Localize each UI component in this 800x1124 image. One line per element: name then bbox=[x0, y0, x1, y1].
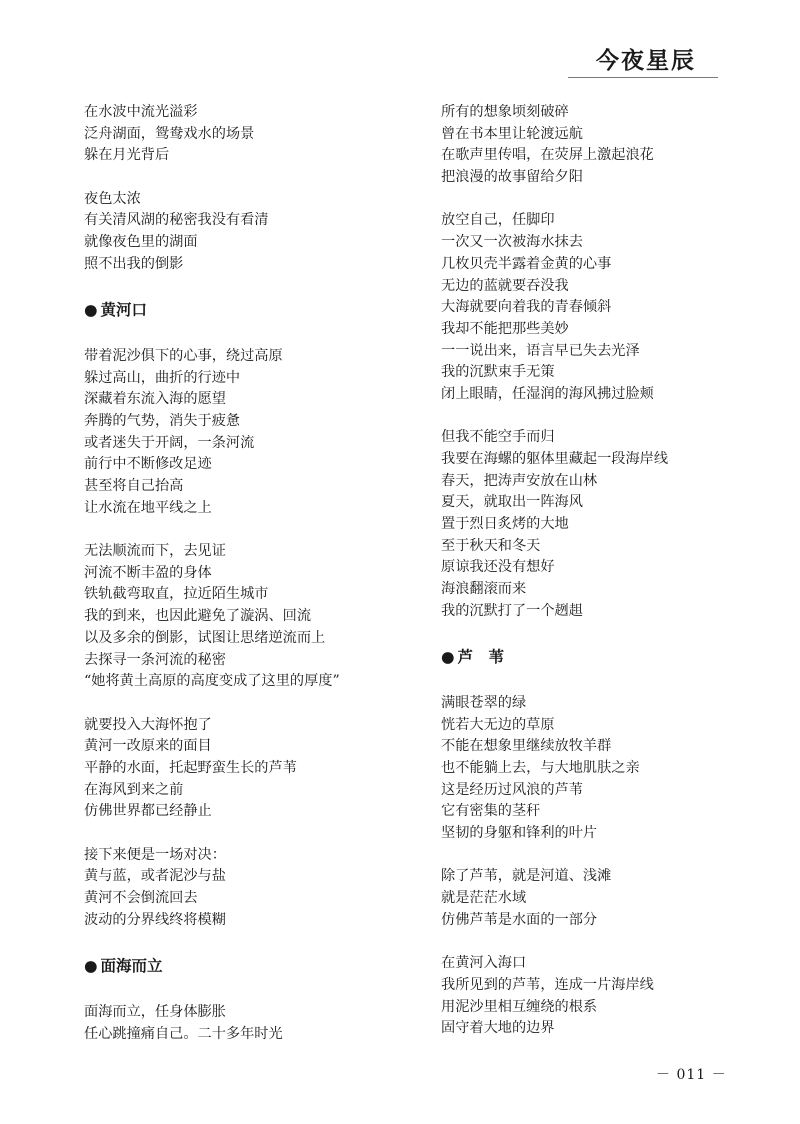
poem-line: 河流不断丰盈的身体 bbox=[84, 564, 212, 581]
poem-line: 原谅我还没有想好 bbox=[441, 559, 555, 576]
stanza-gap bbox=[441, 623, 771, 645]
stanza bbox=[84, 102, 414, 167]
stanza-gap bbox=[84, 519, 414, 541]
stanza bbox=[84, 189, 414, 276]
poem-line: 接下来便是一场对决： bbox=[84, 846, 226, 863]
stanza-gap bbox=[441, 931, 771, 953]
stanza bbox=[441, 210, 771, 405]
poem-line: 面海而立，任身体膨胀 bbox=[84, 1003, 226, 1020]
section-heading-mianhaierli bbox=[84, 953, 414, 980]
poem-line: 在黄河入海口 bbox=[441, 955, 527, 972]
poem-line: 满眼苍翠的绿 bbox=[441, 694, 527, 711]
bullet-icon: ● bbox=[84, 301, 98, 320]
poem-line: 让水流在地平线之上 bbox=[84, 499, 212, 516]
poem-line: 坚韧的身躯和锋利的叶片 bbox=[441, 825, 598, 841]
poem-line: 但我不能空手而归 bbox=[441, 429, 555, 446]
poem-line: 恍若大无边的草原 bbox=[441, 716, 555, 733]
poem-line: 夜色太浓 bbox=[84, 190, 141, 207]
poem-line: 仿佛世界都已经静止 bbox=[84, 803, 212, 820]
stanza bbox=[441, 866, 771, 931]
stanza bbox=[84, 346, 414, 520]
header-divider bbox=[568, 77, 718, 78]
poem-line: 除了芦苇，就是河道、浅滩 bbox=[441, 868, 612, 885]
section-heading-huanghekou bbox=[84, 297, 414, 324]
poem-line: 夏天，就取出一阵海风 bbox=[441, 494, 583, 511]
poem-line: 在海风到来之前 bbox=[84, 781, 184, 798]
stanza-gap bbox=[84, 167, 414, 189]
poem-line: 去探寻一条河流的秘密 bbox=[84, 651, 226, 668]
stanza-gap bbox=[441, 845, 771, 867]
poem-line: 一一说出来，语言早已失去光泽 bbox=[441, 342, 640, 359]
stanza bbox=[84, 845, 414, 932]
poem-line: 躲在月光背后 bbox=[84, 147, 170, 164]
poem-line: 仿佛芦苇是水面的一部分 bbox=[441, 911, 598, 928]
poem-line: 黄河不会倒流回去 bbox=[84, 890, 198, 907]
poem-line: 这是经历过风浪的芦苇 bbox=[441, 781, 583, 798]
poem-line: 任心跳撞痛自己。二十多年时光 bbox=[84, 1025, 283, 1042]
poem-line: 固守着大地的边界 bbox=[441, 1020, 555, 1037]
stanza-gap bbox=[84, 980, 414, 1002]
poem-line: 春天，把涛声安放在山林 bbox=[441, 472, 598, 489]
poem-line: 在水波中流光溢彩 bbox=[84, 104, 198, 120]
poem-line: 平静的水面，托起野蛮生长的芦苇 bbox=[84, 759, 297, 776]
bullet-icon: ● bbox=[441, 648, 455, 667]
poem-line: 不能在想象里继续放牧羊群 bbox=[441, 738, 612, 755]
stanza-gap bbox=[441, 406, 771, 428]
poem-line: 甚至将自己抬高 bbox=[84, 478, 184, 494]
poem-line: 海浪翻滚而来 bbox=[441, 581, 527, 598]
poem-line: 无法顺流而下，去见证 bbox=[84, 543, 226, 560]
poem-line: 波动的分界线终将模糊 bbox=[84, 911, 226, 928]
left-column bbox=[84, 102, 414, 1045]
poem-line: 我却不能把那些美妙 bbox=[441, 320, 569, 337]
poem-line: 或者迷失于开阔，一条河流 bbox=[84, 434, 255, 451]
poem-line: 我所见到的芦苇，连成一片海岸线 bbox=[441, 976, 654, 993]
poem-line: 闭上眼睛，任湿润的海风拂过脸颊 bbox=[441, 385, 654, 402]
stanza-gap bbox=[441, 671, 771, 693]
bullet-icon: ● bbox=[84, 957, 98, 976]
poem-line: 我的沉默打了一个趔趄 bbox=[441, 602, 583, 619]
poem-line: 我要在海螺的躯体里藏起一段海岸线 bbox=[441, 451, 669, 467]
poem-line: 我的到来，也因此避免了漩涡、回流 bbox=[84, 608, 312, 625]
stanza bbox=[84, 541, 414, 693]
poem-line: 放空自己，任脚印 bbox=[441, 212, 555, 229]
poem-line: 把浪漫的故事留给夕阳 bbox=[441, 169, 583, 186]
poem-line: 黄河一改原来的面目 bbox=[84, 738, 212, 755]
poem-line: 也不能躺上去，与大地肌肤之亲 bbox=[441, 759, 640, 776]
poem-line: 所有的想象顷刻破碎 bbox=[441, 104, 569, 120]
section-heading-luwei bbox=[441, 644, 771, 671]
stanza-gap bbox=[84, 693, 414, 715]
section-title: 芦 苇 bbox=[457, 648, 505, 667]
poem-line: 泛舟湖面，鸳鸯戏水的场景 bbox=[84, 125, 255, 142]
poem-line: 大海就要向着我的青春倾斜 bbox=[441, 299, 612, 316]
right-column bbox=[441, 102, 771, 1040]
stanza bbox=[441, 953, 771, 1040]
poem-line: “她将黄土高原的高度变成了这里的厚度” bbox=[84, 673, 340, 690]
poem-line: 就是茫茫水域 bbox=[441, 890, 527, 907]
poem-line: 照不出我的倒影 bbox=[84, 255, 184, 272]
stanza-gap bbox=[84, 324, 414, 346]
poem-line: 用泥沙里相互缠绕的根系 bbox=[441, 998, 598, 1015]
section-title: 面海而立 bbox=[100, 957, 163, 976]
stanza bbox=[441, 102, 771, 189]
poem-line: 前行中不断修改足迹 bbox=[84, 456, 212, 473]
poem-line: 带着泥沙俱下的心事，绕过高原 bbox=[84, 347, 283, 364]
poem-line: 黄与蓝，或者泥沙与盐 bbox=[84, 868, 226, 885]
poem-line: 置于烈日炙烤的大地 bbox=[441, 516, 569, 533]
poem-line: 至于秋天和冬天 bbox=[441, 537, 541, 554]
poem-line: 奔腾的气势，消失于疲惫 bbox=[84, 412, 241, 429]
poem-line: 有关清风湖的秘密我没有看清 bbox=[84, 212, 269, 229]
stanza-gap bbox=[84, 823, 414, 845]
poem-line: 以及多余的倒影，试图让思绪逆流而上 bbox=[84, 629, 326, 646]
poem-line: 铁轨截弯取直，拉近陌生城市 bbox=[84, 586, 269, 603]
poem-line: 一次又一次被海水抹去 bbox=[441, 234, 583, 251]
poem-line: 就像夜色里的湖面 bbox=[84, 234, 198, 251]
poem-line: 几枚贝壳半露着金黄的心事 bbox=[441, 255, 612, 272]
stanza-gap bbox=[84, 276, 414, 298]
poem-line: 躲过高山，曲折的行迹中 bbox=[84, 369, 241, 386]
poem-line: 深藏着东流入海的愿望 bbox=[84, 391, 226, 408]
poem-line: 它有密集的茎秆 bbox=[441, 803, 541, 820]
poem-line: 曾在书本里让轮渡远航 bbox=[441, 125, 583, 142]
page-title: 今夜星辰 bbox=[596, 47, 696, 74]
stanza-gap bbox=[441, 189, 771, 211]
stanza bbox=[441, 693, 771, 845]
stanza bbox=[84, 715, 414, 823]
stanza-gap bbox=[84, 931, 414, 953]
page-number: － 011 － bbox=[656, 1067, 727, 1083]
section-title: 黄河口 bbox=[100, 301, 148, 320]
poem-line: 在歌声里传唱，在荧屏上激起浪花 bbox=[441, 147, 654, 164]
poem-line: 就要投入大海怀抱了 bbox=[84, 716, 212, 733]
stanza bbox=[84, 1002, 414, 1045]
poem-line: 我的沉默束手无策 bbox=[441, 364, 555, 381]
poem-line: 无边的蓝就要吞没我 bbox=[441, 277, 569, 294]
stanza bbox=[441, 427, 771, 622]
